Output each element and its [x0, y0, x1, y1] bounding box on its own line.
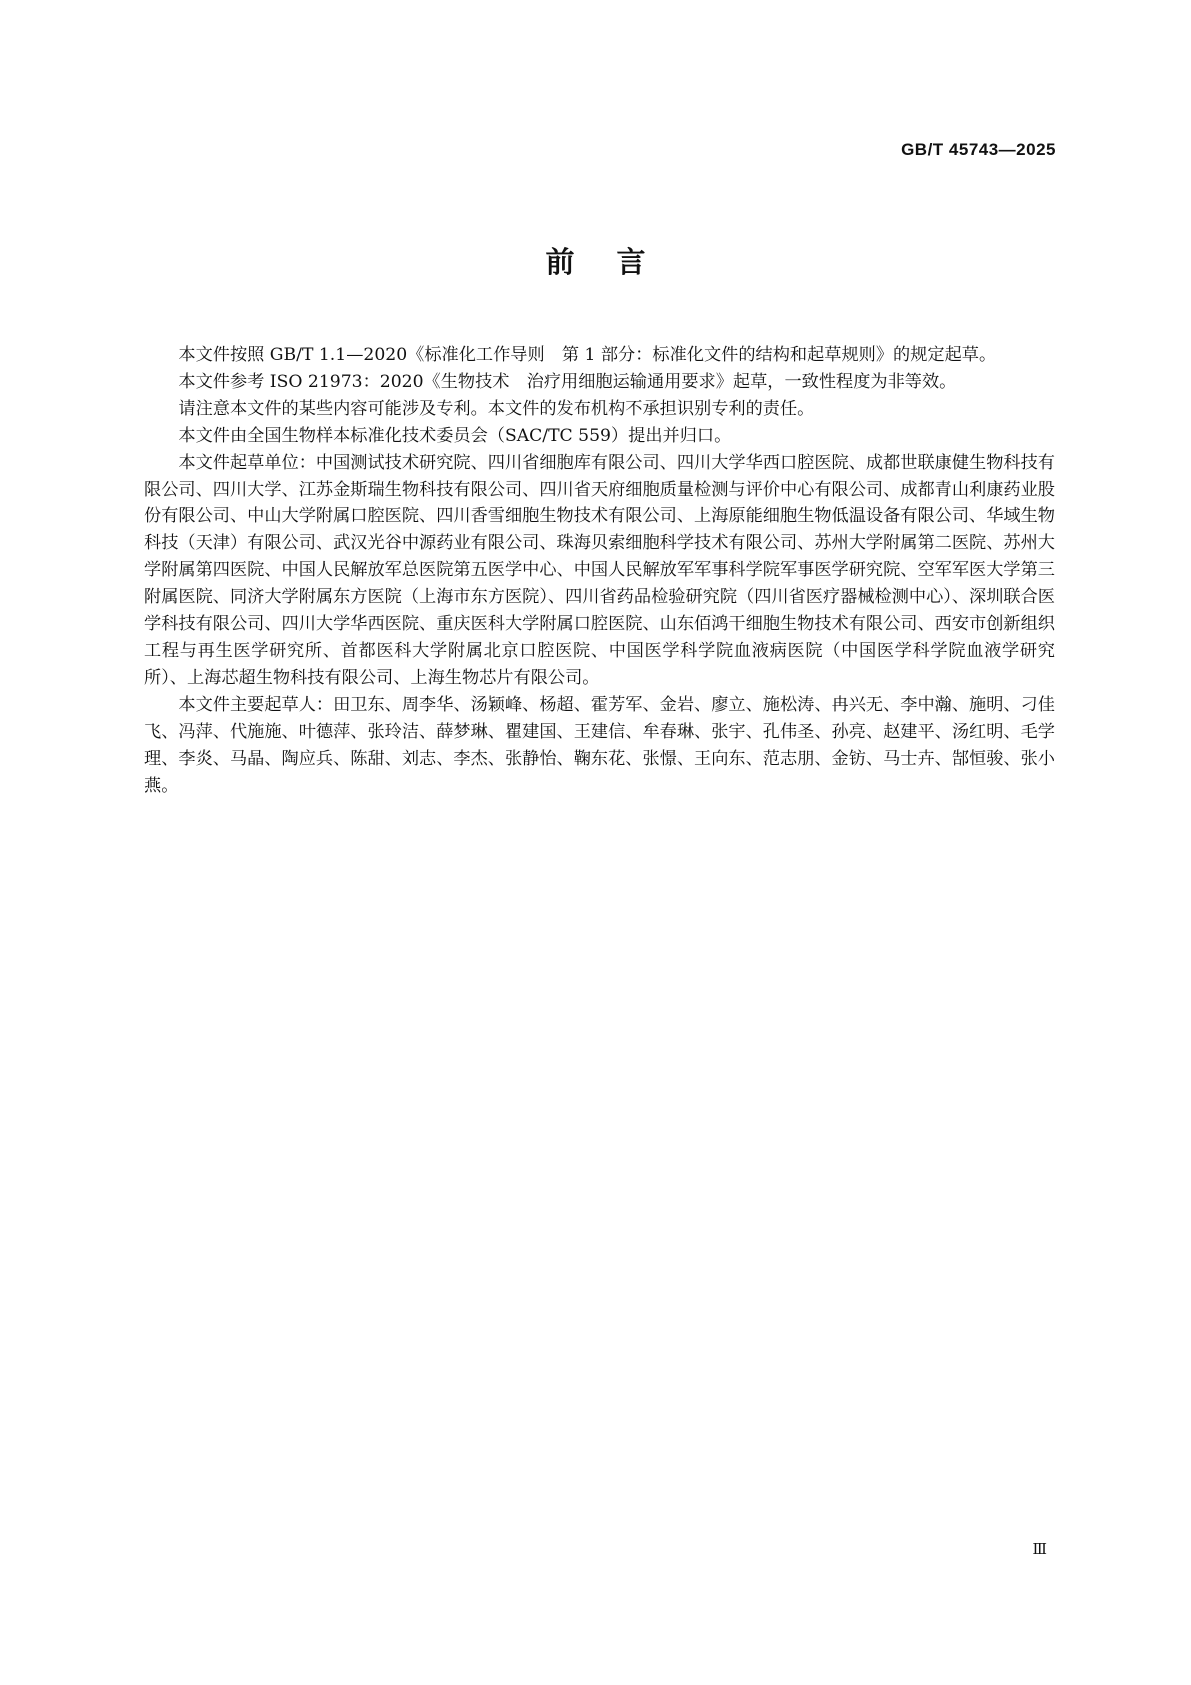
paragraph-drafting-units: 本文件起草单位：中国测试技术研究院、四川省细胞库有限公司、四川大学华西口腔医院、成都世联康健生物科技有限公司、四川大学、江苏金斯瑞生物科技有限公司、四川省天府细胞质量检测与评价中心有限公司、成都青山利康药业股份有限公司、中山大学附属口腔医院、四川香雪细胞生物技术有限公司、上海原能细胞生物低温设备有限公司、华域生物科技（天津）有限公司、武汉光谷中源药业有限公司、珠海贝索细胞科学技术有限公司、苏州大学附属第二医院、苏州大学附属第四医院、中国人民解放军总医院第五医学中心、中国人民解放军军事科学院军事医学研究院、空军军医大学第三附属医院、同济大学附属东方医院（上海市东方医院）、四川省药品检验研究院（四川省医疗器械检测中心）、深圳联合医学科技有限公司、四川大学华西医院、重庆医科大学附属口腔医院、山东佰鸿干细胞生物技术有限公司、西安市创新组织工程与再生医学研究所、首都医科大学附属北京口腔医院、中国医学科学院血液病医院（中国医学科学院血液学研究所）、上海芯超生物科技有限公司、上海生物芯片有限公司。	[144, 452, 1055, 688]
page-title: 前言	[545, 245, 688, 279]
foreword-body	[144, 342, 1055, 799]
paragraph-reference-standard: 本文件参考 ISO 21973：2020《生物技术 治疗用细胞运输通用要求》起草，一致性程度为非等效。	[178, 371, 957, 392]
document-number: GB/T 45743—2025	[901, 140, 1056, 159]
paragraph-proposer: 本文件由全国生物样本标准化技术委员会（SAC/TC 559）提出并归口。	[178, 425, 732, 446]
page-number: Ⅲ	[1032, 1542, 1047, 1558]
paragraph-drafters: 本文件主要起草人：田卫东、周李华、汤颖峰、杨超、霍芳军、金岩、廖立、施松涛、冉兴无、李中瀚、施明、刁佳飞、冯萍、代施施、叶德萍、张玲洁、薛梦琳、瞿建国、王建信、牟春琳、张宇、孔伟圣、孙亮、赵建平、汤红明、毛学理、李炎、马晶、陶应兵、陈甜、刘志、李杰、张静怡、鞠东花、张憬、王向东、范志朋、金钫、马士卉、郜恒骏、张小燕。	[144, 694, 1055, 796]
paragraph-drafting-rules: 本文件按照 GB/T 1.1—2020《标准化工作导则 第 1 部分：标准化文件的结构和起草规则》的规定起草。	[178, 345, 997, 365]
paragraph-patent-notice: 请注意本文件的某些内容可能涉及专利。本文件的发布机构不承担识别专利的责任。	[178, 398, 815, 419]
